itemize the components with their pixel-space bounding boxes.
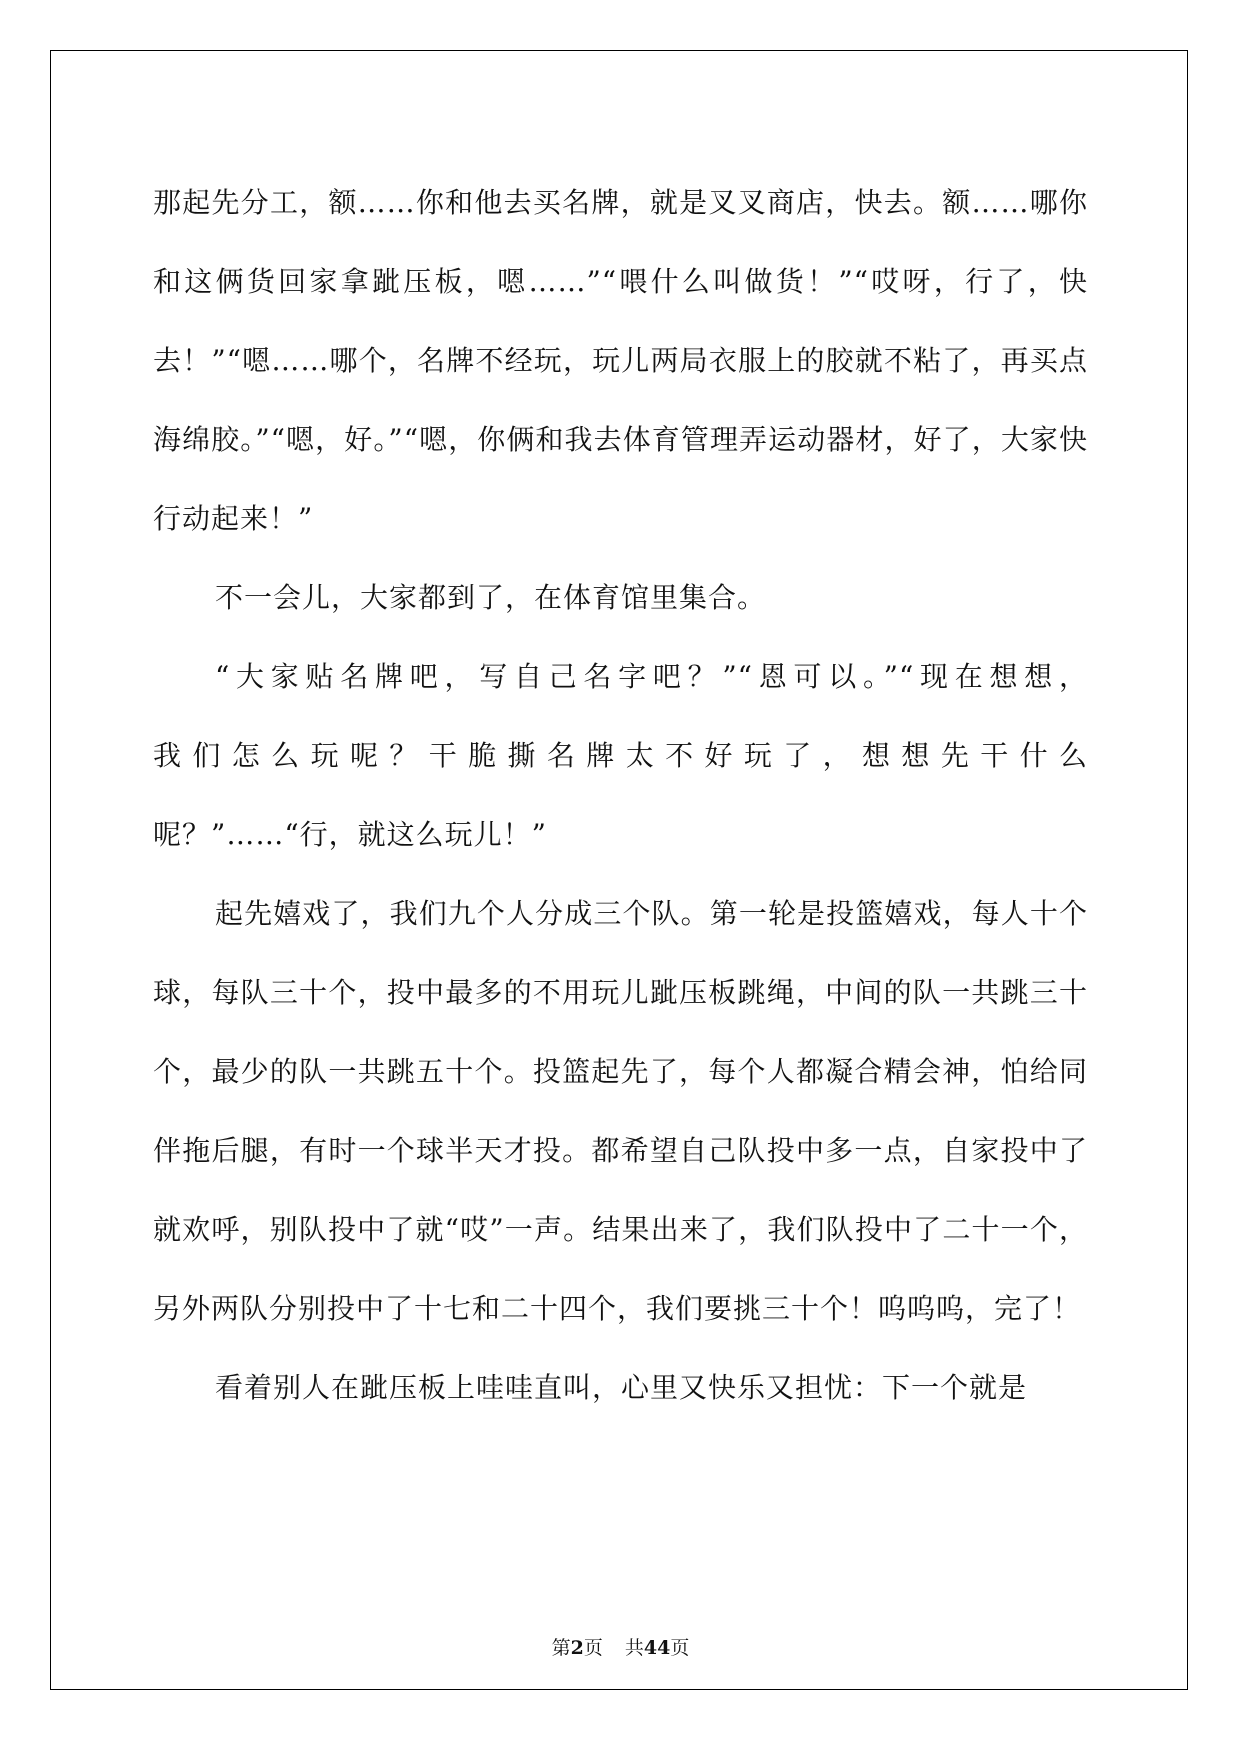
paragraph-3-line-3: 呢？”……“行，就这么玩儿！” [153, 818, 547, 851]
document-body [153, 163, 1088, 1427]
total-pages-number: 44 [643, 1637, 671, 1659]
paragraph-3-line-2: 我们怎么玩呢？干脆撕名牌太不好玩了，想想先干什么 [153, 739, 1088, 772]
paragraph-4: 起先嬉戏了，我们九个人分成三个队。第一轮是投篮嬉戏，每人十个球，每队三十个，投中最多的不用玩儿跐压板跳绳，中间的队一共跳三十个，最少的队一共跳五十个。投篮起先了，每个人都凝合精会神，怕给同伴拖后腿，有时一个球半天才投。都希望自己队投中多一点，自家投中了就欢呼，别队投中了就“哎”一声。结果出来了，我们队投中了二十一个，另外两队分别投中了十七和二十四个，我们要挑三十个！呜呜呜，完了！ [153, 897, 1088, 1325]
footer-total-prefix: 共 [624, 1637, 644, 1659]
paragraph-2: 不一会儿，大家都到了，在体育馆里集合。 [215, 581, 767, 614]
paragraph-5: 看着别人在跐压板上哇哇直叫，心里又快乐又担忧：下一个就是 [215, 1371, 1028, 1404]
current-page-number: 2 [570, 1637, 584, 1659]
paragraph-3 [153, 637, 1088, 874]
page-footer [0, 1633, 1241, 1660]
paragraph-3-line-1: “大家贴名牌吧，写自己名字吧？”“恩可以。”“现在想想， [215, 660, 1088, 693]
footer-prefix: 第 [551, 1637, 571, 1659]
paragraph-1: 那起先分工，额……你和他去买名牌，就是叉叉商店，快去。额……哪你和这俩货回家拿跐压板，嗯……”“喂什么叫做货！”“哎呀，行了，快去！”“嗯……哪个，名牌不经玩，玩儿两局衣服上的胶就不粘了，再买点海绵胶。”“嗯，好。”“嗯，你俩和我去体育管理弄运动器材，好了，大家快行动起来！” [153, 186, 1088, 535]
footer-total-unit: 页 [670, 1637, 690, 1659]
footer-page-unit: 页 [583, 1637, 603, 1659]
